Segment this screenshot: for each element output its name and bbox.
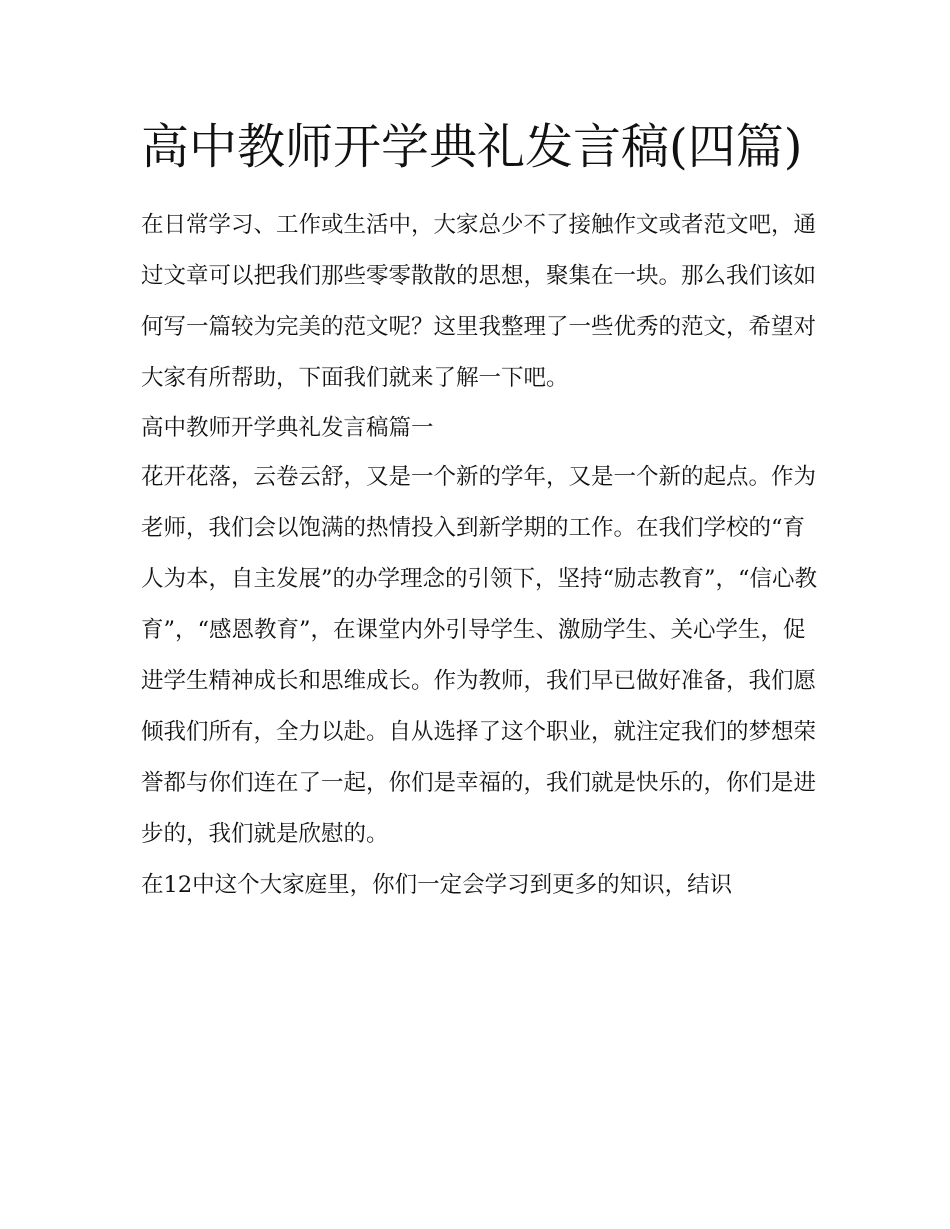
section-heading: 高中教师开学典礼发言稿篇一 [141, 415, 434, 441]
document-page [141, 108, 817, 911]
body-paragraph-1: 花开花落，云卷云舒，又是一个新的学年，又是一个新的起点。作为老师，我们会以饱满的热情投入到新学期的工作。在我们学校的“育人为本，自主发展”的办学理念的引领下，坚持“励志教育”，“信心教育”，“感恩教育”，在课堂内外引导学生、激励学生、关心学生，促进学生精神成长和思维成长。作为教师，我们早已做好准备，我们愿倾我们所有，全力以赴。自从选择了这个职业，就注定我们的梦想荣誉都与你们连在了一起，你们是幸福的，我们就是快乐的，你们是进步的，我们就是欣慰的。 [141, 464, 818, 847]
intro-paragraph: 在日常学习、工作或生活中，大家总少不了接触作文或者范文吧，通过文章可以把我们那些零零散散的思想，聚集在一块。那么我们该如何写一篇较为完美的范文呢？这里我整理了一些优秀的范文，希望对大家有所帮助，下面我们就来了解一下吧。 [141, 212, 817, 391]
document-title: 高中教师开学典礼发言稿(四篇) [141, 119, 803, 175]
body-paragraph-2: 在12中这个大家庭里，你们一定会学习到更多的知识，结识 [141, 872, 733, 898]
